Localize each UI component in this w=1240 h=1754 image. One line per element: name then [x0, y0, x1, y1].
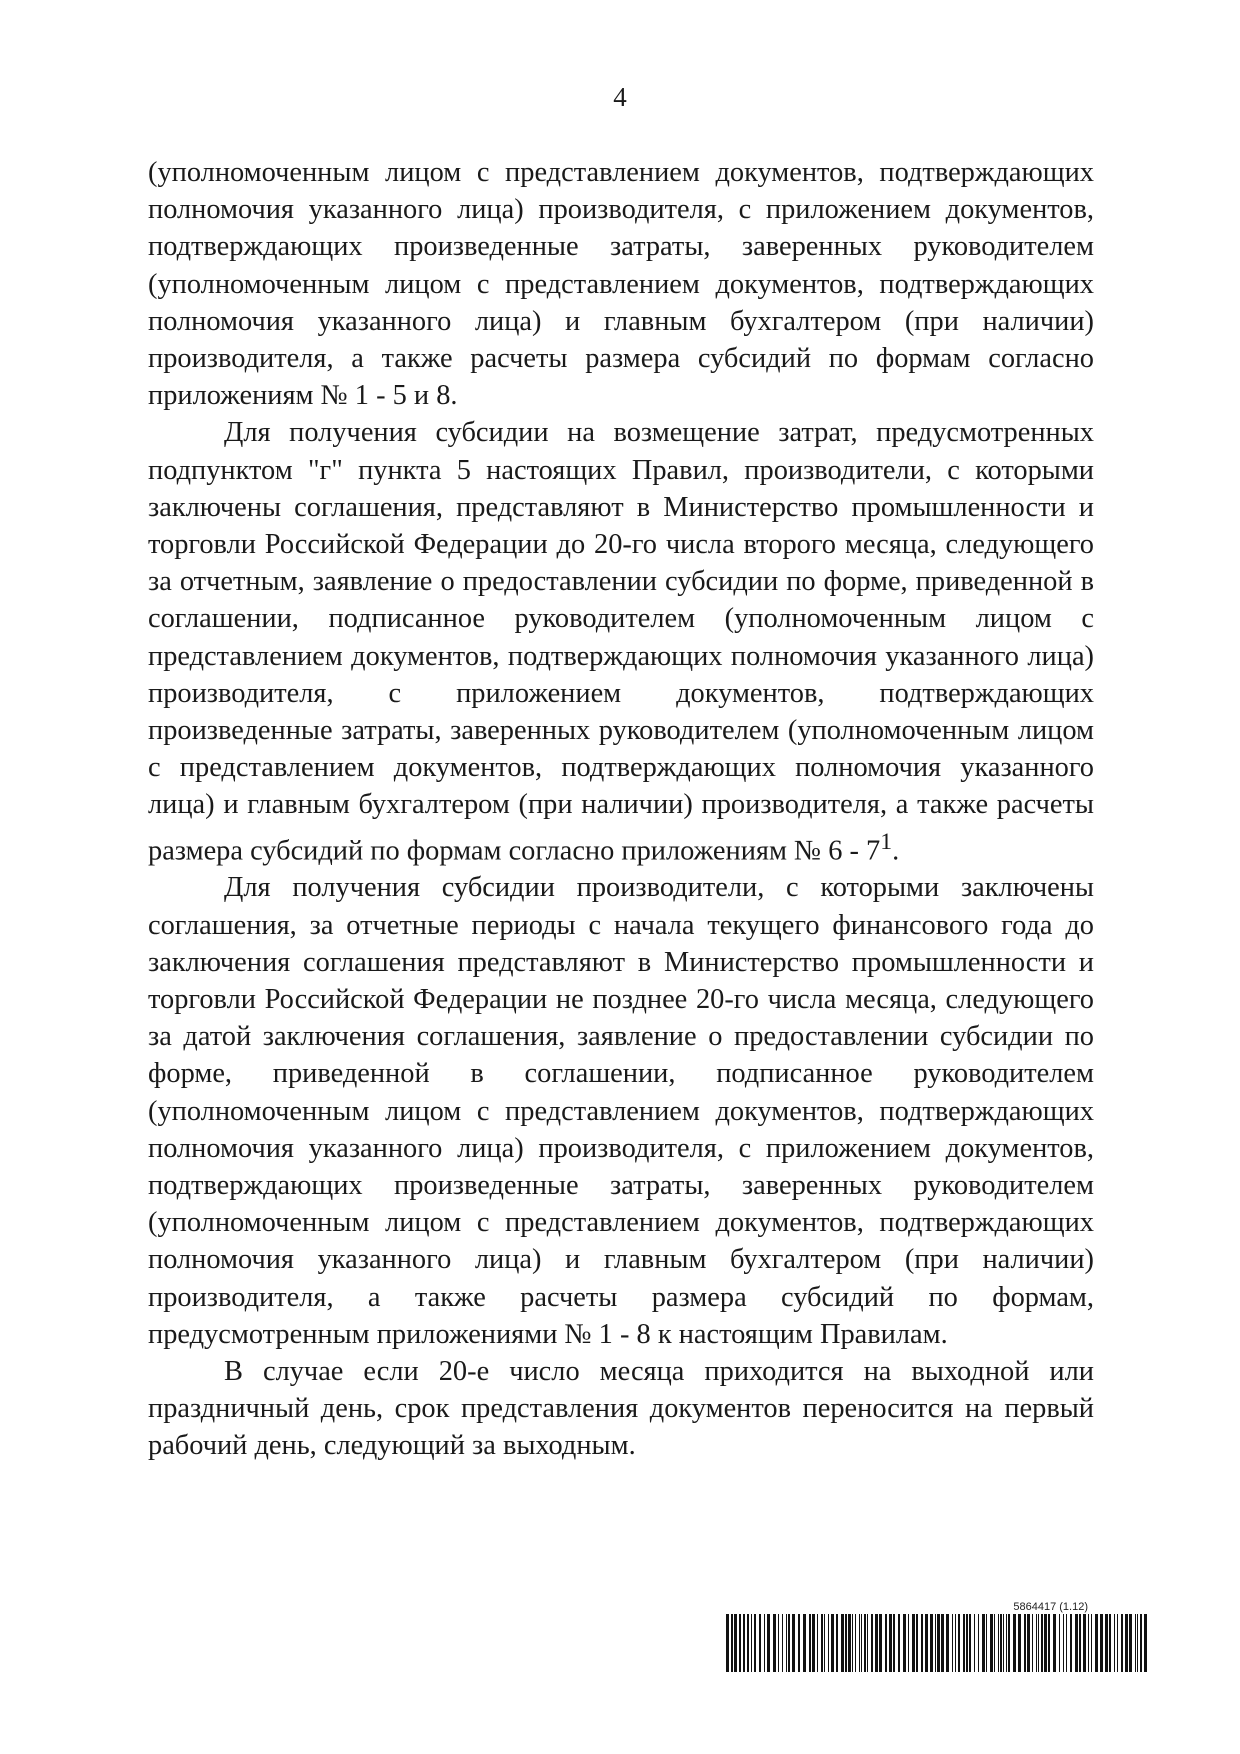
barcode-number: 5864417 (1.12)	[1013, 1601, 1088, 1613]
barcode-icon	[726, 1614, 1148, 1672]
paragraph-text: В случае если 20-е число месяца приходится на выходной или праздничный день, срок представления документов переносится на первый рабочий день, следующий за выходным.	[148, 1355, 1094, 1462]
document-body	[148, 154, 1094, 1465]
paragraph-text: (уполномоченным лицом с представлением документов, подтверждающих полномочия указанного лица) производителя, с приложением документов, подтверждающих произведенные затраты, заверенных руководителем (уполномоченным лицом с представлением документов, подтверждающих полномочия указанного лица) и главным бухгалтером (при наличии) производителя, а также расчеты размера субсидий по формам согласно приложениям № 1 - 5 и 8.	[148, 157, 1094, 412]
paragraph-tail: .	[892, 835, 900, 867]
paragraph-1	[148, 154, 1094, 414]
paragraph-2	[148, 414, 1094, 869]
paragraph-text: Для получения субсидии производители, с которыми заключены соглашения, за отчетные периоды с начала текущего финансового года до заключения соглашения представляют в Министерство промышленности и торговли Российской Федерации не позднее 20-го числа месяца, следующего за датой заключения соглашения, заявление о предоставлении субсидии по форме, приведенной в соглашении, подписанное руководителем (уполномоченным лицом с представлением документов, подтверждающих полномочия указанного лица) производителя, с приложением документов, подтверждающих произведенные затраты, заверенных руководителем (уполномоченным лицом с представлением документов, подтверждающих полномочия указанного лица) и главным бухгалтером (при наличии) производителя, а также расчеты размера субсидий по формам, предусмотренным приложениями № 1 - 8 к настоящим Правилам.	[148, 872, 1094, 1350]
barcode-block	[726, 1600, 1148, 1676]
paragraph-3	[148, 869, 1094, 1353]
paragraph-4	[148, 1353, 1094, 1465]
page-number: 4	[613, 82, 627, 112]
superscript: 1	[880, 828, 893, 855]
paragraph-text: Для получения субсидии на возмещение затрат, предусмотренных подпунктом "г" пункта 5 настоящих Правил, производители, с которыми заключены соглашения, представляют в Министерство промышленности и торговли Российской Федерации до 20-го числа второго месяца, следующего за отчетным, заявление о предоставлении субсидии по форме, приведенной в соглашении, подписанное руководителем (уполномоченным лицом с представлением документов, подтверждающих полномочия указанного лица) производителя, с приложением документов, подтверждающих произведенные затраты, заверенных руководителем (уполномоченным лицом с представлением документов, подтверждающих полномочия указанного лица) и главным бухгалтером (при наличии) производителя, а также расчеты размера субсидий по формам согласно приложениям № 6 - 7	[148, 417, 1094, 867]
